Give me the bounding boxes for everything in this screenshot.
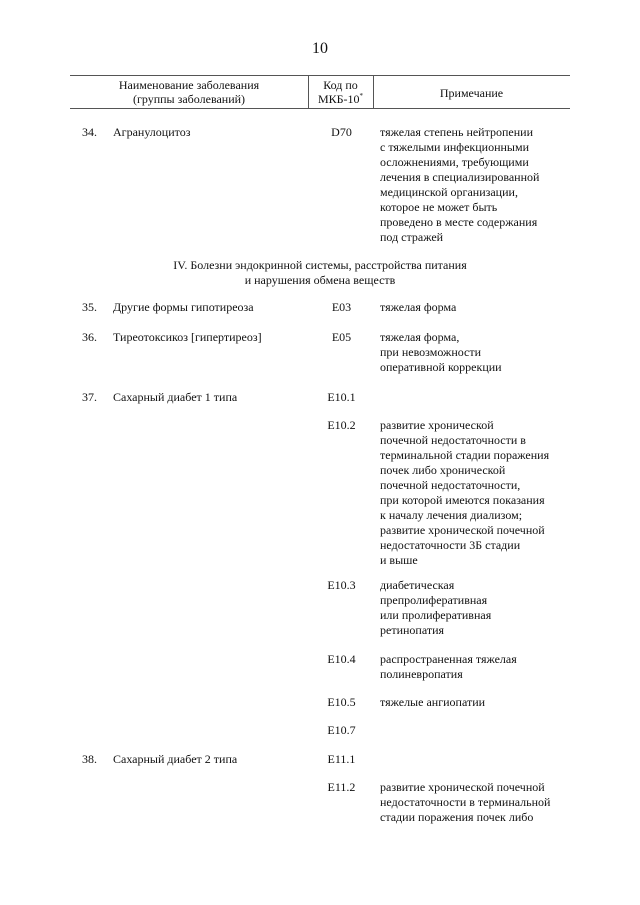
row-36-note: тяжелая форма, при невозможности оперативной коррекции xyxy=(380,330,502,374)
row-34-name: Агранулоцитоз xyxy=(113,125,191,139)
row-34-note: тяжелая степень нейтропении с тяжелыми инфекционными осложнениями, требующими лечения в специализированной медицинской организации, которое не может быть проведено в месте содержания под стражей xyxy=(380,125,540,244)
header-note: Примечание xyxy=(439,86,504,100)
row-37-note-e10-3: диабетическая препролиферативная или пролиферативная ретинопатия xyxy=(380,578,492,637)
row-35-note: тяжелая форма xyxy=(380,300,457,314)
row-37-code-e10-3: E10.3 xyxy=(327,578,356,592)
row-36-name: Тиреотоксикоз [гипертиреоз] xyxy=(113,330,262,344)
header-disease-name: Наименование заболевания (группы заболеваний) xyxy=(118,78,260,106)
row-37-code-e10-2: E10.2 xyxy=(327,418,356,432)
row-38-number: 38. xyxy=(82,752,97,766)
row-37-name: Сахарный диабет 1 типа xyxy=(113,390,238,404)
row-34-code: D70 xyxy=(331,125,352,139)
row-35-number: 35. xyxy=(82,300,97,314)
footnote-mark: * xyxy=(359,92,364,100)
row-37-code-e10-7: E10.7 xyxy=(327,723,356,737)
section-heading: IV. Болезни эндокринной системы, расстройства питания и нарушения обмена веществ xyxy=(173,258,467,287)
row-37-note-e10-2: развитие хронической почечной недостаточности в терминальной стадии поражения почек либо хронической почечной недостаточности, при которой имеются показания к началу лечения диализом; развитие хронической почечной недостаточности 3Б стадии и выше xyxy=(380,418,550,567)
row-35-name: Другие формы гипотиреоза xyxy=(113,300,254,314)
row-37-number: 37. xyxy=(82,390,97,404)
row-38-name: Сахарный диабет 2 типа xyxy=(113,752,238,766)
row-37-note-e10-5: тяжелые ангиопатии xyxy=(380,695,486,709)
page-number: 10 xyxy=(312,40,328,57)
header-bottom-rule xyxy=(70,108,570,109)
row-38-note-e11-2: развитие хронической почечной недостаточности в терминальной стадии поражения почек либо xyxy=(380,780,551,824)
header-top-rule xyxy=(70,75,570,76)
row-36-number: 36. xyxy=(82,330,97,344)
row-37-code-e10-5: E10.5 xyxy=(327,695,356,709)
row-38-code-e11-2: E11.2 xyxy=(327,780,356,794)
row-37-code-e10-4: E10.4 xyxy=(327,652,356,666)
row-36-code: E05 xyxy=(331,330,352,344)
row-38-code-e11-1: E11.1 xyxy=(327,752,356,766)
header-icd-code: Код по МКБ-10* xyxy=(317,78,364,106)
row-34-number: 34. xyxy=(82,125,97,139)
row-35-code: E03 xyxy=(331,300,352,314)
row-37-code-e10-1: E10.1 xyxy=(327,390,356,404)
row-37-note-e10-4: распространенная тяжелая полиневропатия xyxy=(380,652,517,681)
